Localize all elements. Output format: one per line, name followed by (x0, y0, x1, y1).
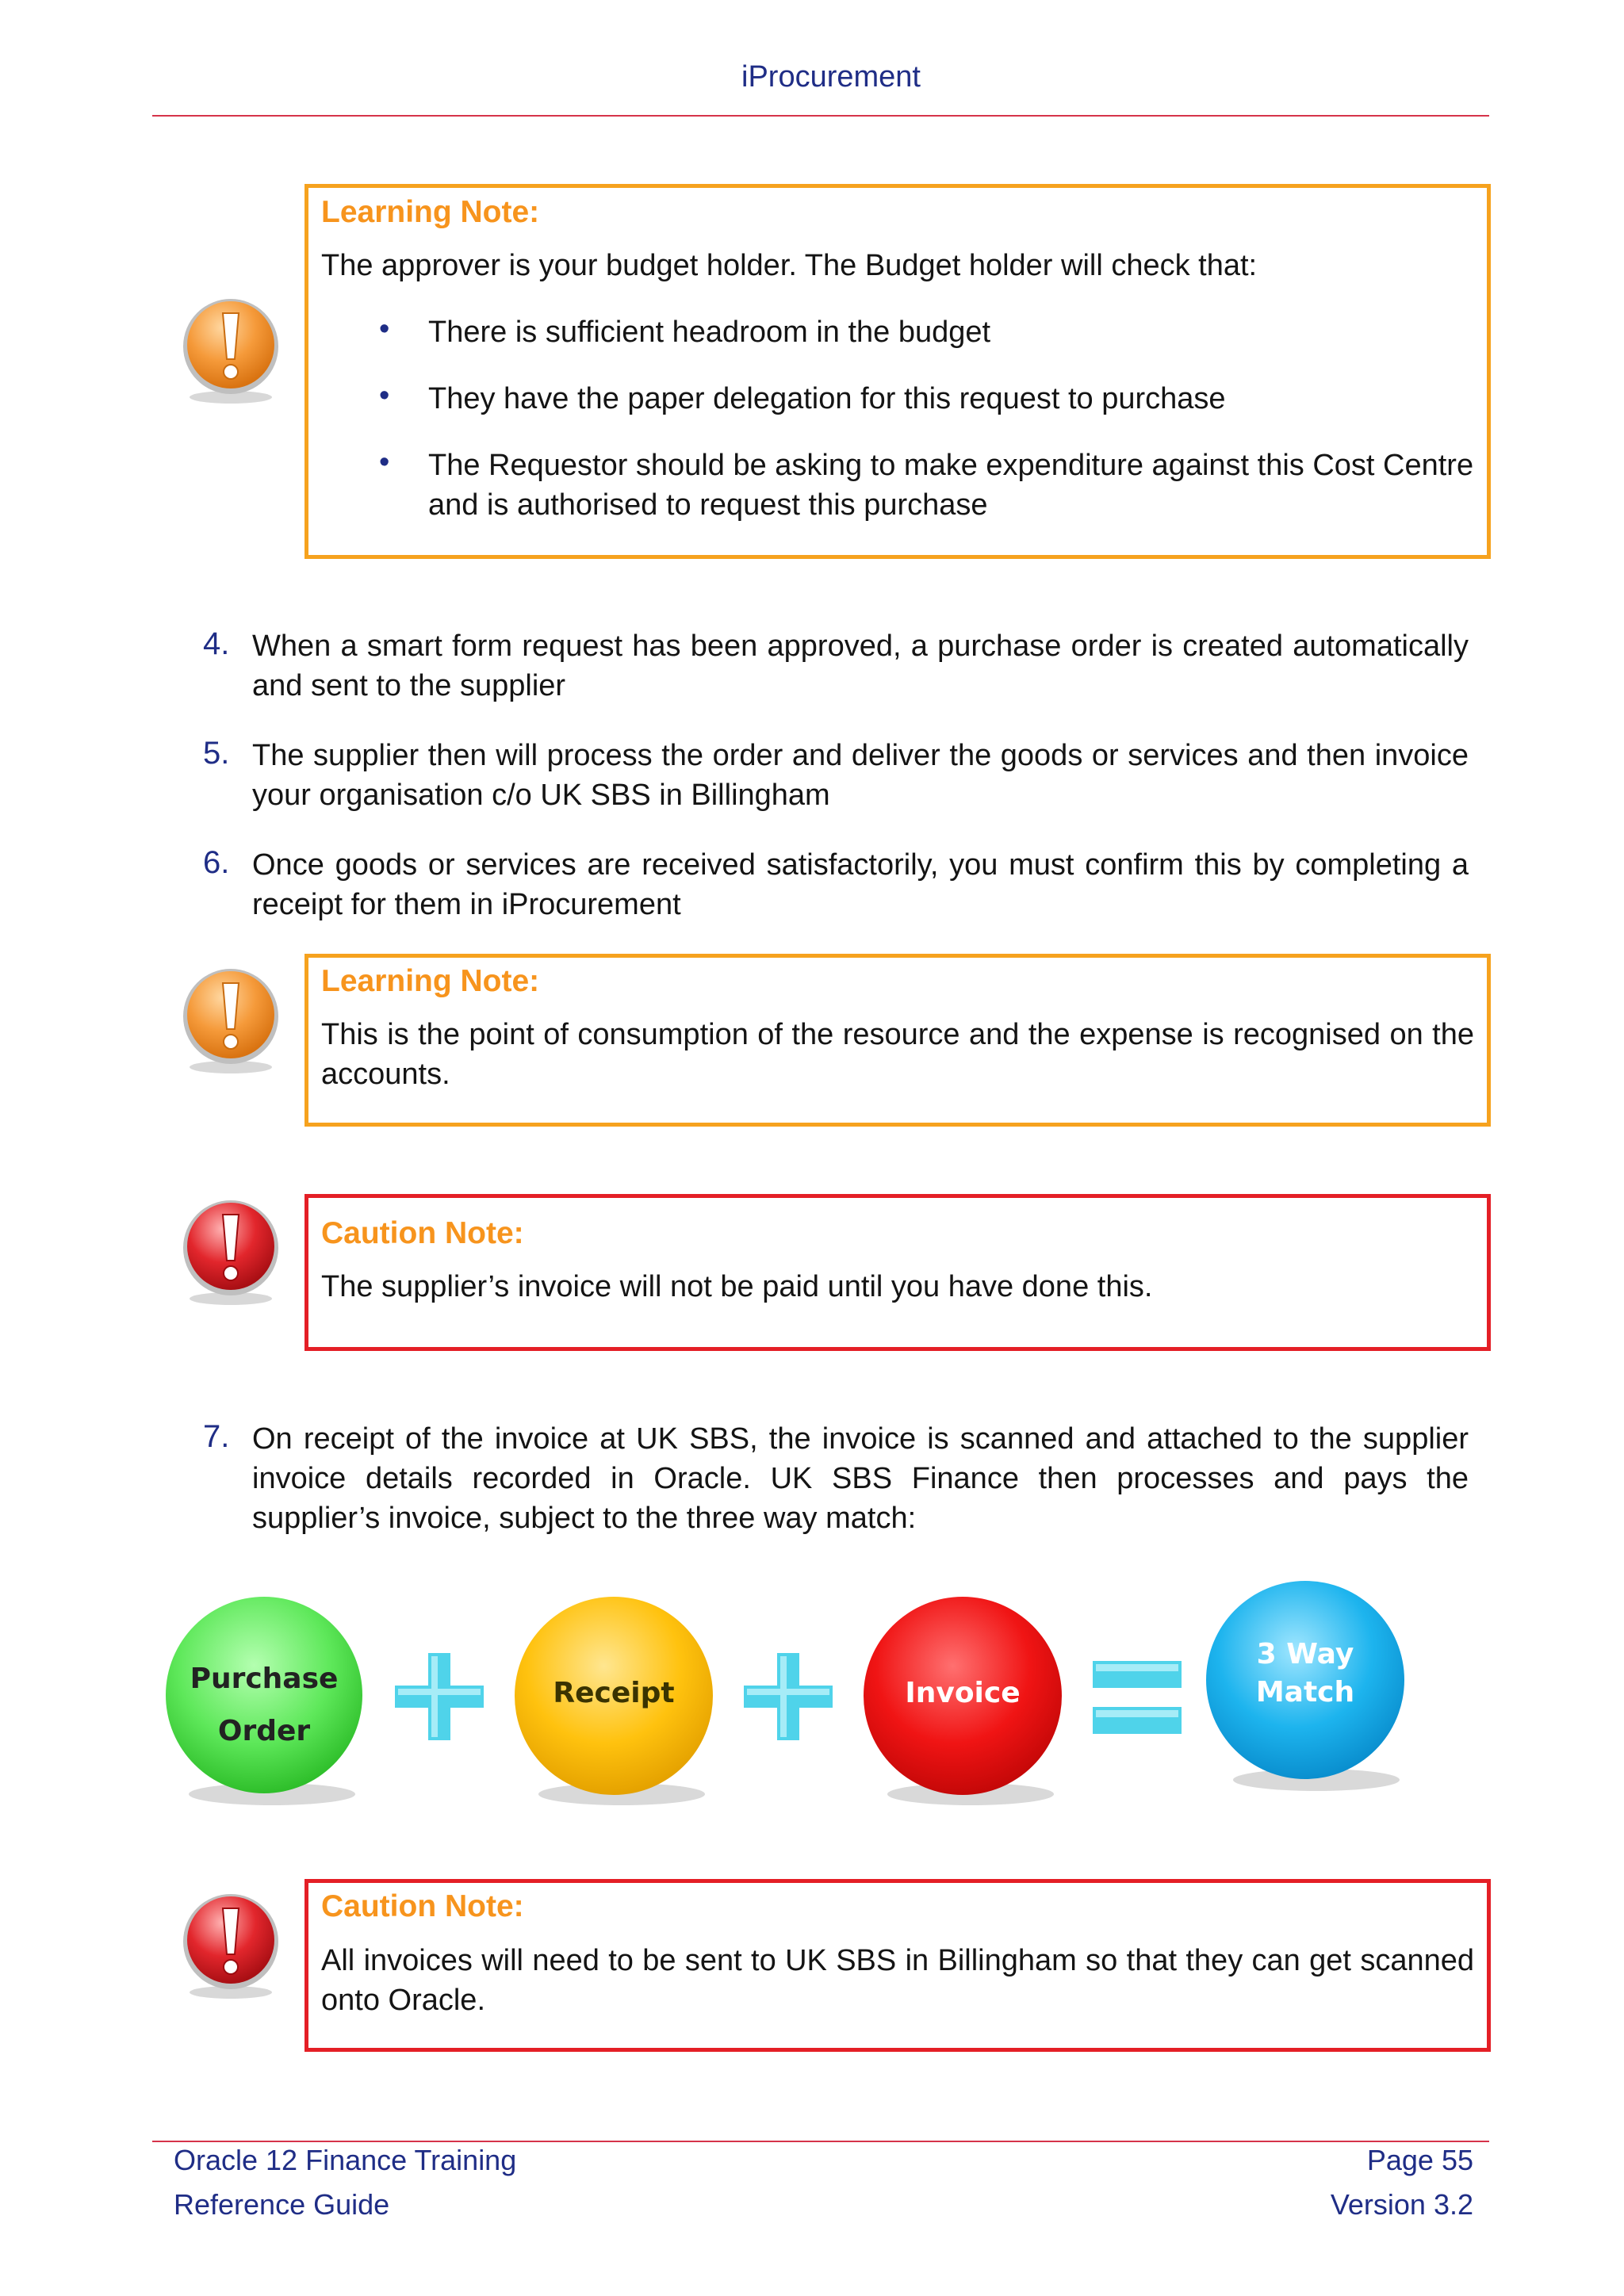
learning-note-bullet: There is sufficient headroom in the budget (428, 316, 991, 349)
three-way-match-circle (1205, 1580, 1405, 1780)
learning-note-text: This is the point of consumption of the resource and the expense is recognised on the accounts. (321, 1018, 1474, 1091)
step-number: 7. (203, 1419, 230, 1454)
learning-note-heading: Learning Note: (321, 964, 540, 998)
invoice-circle (863, 1596, 1063, 1796)
step-number: 4. (203, 626, 230, 661)
three-way-match-diagram (159, 1574, 1443, 1827)
exclamation-orange-icon (179, 296, 282, 407)
footer-guide-name: Reference Guide (174, 2188, 390, 2221)
learning-note-bullet: The Requestor should be asking to make expenditure against this Cost Centre and is authorised to request this purchase (428, 449, 1474, 522)
learning-note-bullet: They have the paper delegation for this request to purchase (428, 382, 1226, 415)
plus-icon (395, 1653, 484, 1740)
step-text: On receipt of the invoice at UK SBS, the invoice is scanned and attached to the supplier invoice details recorded in Oracle. UK SBS Finance then processes and pays the supplier’s invoice, subject to the three way match: (252, 1422, 1469, 1535)
circle-label-line2: Order (217, 1715, 311, 1747)
exclamation-red-icon (179, 1891, 282, 2002)
receipt-circle (514, 1596, 714, 1796)
circle-label-line1: Purchase (190, 1663, 339, 1695)
bullet-icon: • (379, 312, 390, 346)
circle-label-line2: Match (1255, 1676, 1355, 1709)
learning-note-intro: The approver is your budget holder. The Budget holder will check that: (321, 249, 1258, 282)
caution-note-heading: Caution Note: (321, 1889, 524, 1923)
step-text: The supplier then will process the order and deliver the goods or services and then invoice your organisation c/o UK SBS in Billingham (252, 739, 1469, 812)
circle-label: Invoice (905, 1677, 1021, 1709)
learning-note-heading: Learning Note: (321, 195, 540, 229)
header-rule (152, 115, 1489, 117)
caution-note-heading: Caution Note: (321, 1216, 524, 1250)
exclamation-red-icon (179, 1197, 282, 1308)
caution-note-text: The supplier’s invoice will not be paid until you have done this. (321, 1270, 1153, 1303)
footer-version: Version 3.2 (1330, 2188, 1473, 2221)
step-number: 5. (203, 736, 230, 771)
circle-label: Receipt (553, 1677, 675, 1709)
plus-icon (744, 1653, 833, 1740)
footer-course-title: Oracle 12 Finance Training (174, 2144, 517, 2176)
purchase-order-circle (165, 1596, 363, 1794)
equals-icon (1093, 1661, 1182, 1734)
bullet-icon: • (379, 446, 390, 479)
step-number: 6. (203, 845, 230, 880)
step-text: Once goods or services are received satisfactorily, you must confirm this by completing a receipt for them in iProcurement (252, 848, 1469, 921)
circle-label-line1: 3 Way (1256, 1638, 1354, 1670)
caution-note-text: All invoices will need to be sent to UK SBS in Billingham so that they can get scanned onto Oracle. (321, 1944, 1474, 2017)
exclamation-orange-icon (179, 966, 282, 1077)
footer-rule (152, 2141, 1489, 2142)
footer-page-number: Page 55 (1366, 2144, 1473, 2176)
page-header-title: iProcurement (741, 60, 921, 94)
step-text: When a smart form request has been approved, a purchase order is created automatically and sent to the supplier (252, 629, 1469, 702)
bullet-icon: • (379, 379, 390, 412)
